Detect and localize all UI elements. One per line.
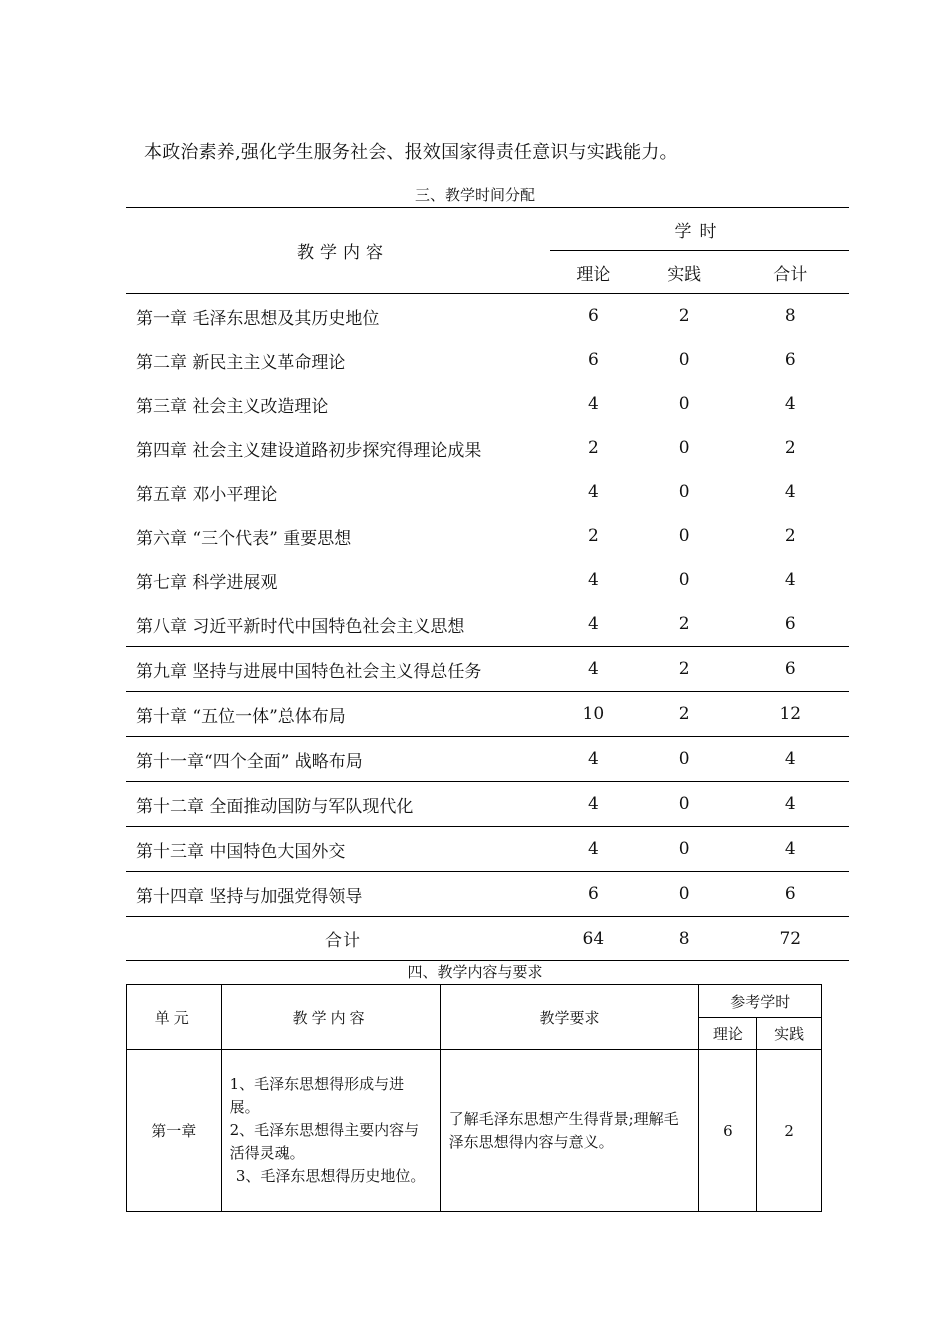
total-row [126,917,849,961]
row-name: 第十三章 中国特色大国外交 [126,827,550,872]
row-theory: 2 [587,526,599,546]
row-practice: 0 [637,872,732,917]
header-practice: 实践 [637,251,732,294]
total-total: 72 [732,917,849,961]
header-hours: 学时 [550,208,849,251]
table-row [126,338,849,382]
table-row [126,602,849,647]
section-4-title: 四、教学内容与要求 [407,963,543,981]
row-unit: 第一章 [127,1050,222,1212]
row-practice: 0 [678,482,690,502]
row-practice: 2 [637,647,732,692]
row-practice: 2 [637,692,732,737]
table-row [126,692,849,737]
row-practice: 0 [678,438,690,458]
content-line: 1、毛泽东思想得形成与进展。 [229,1075,405,1116]
row-total: 6 [732,602,849,647]
row-practice: 0 [637,827,732,872]
row-total: 4 [784,394,796,414]
row-total: 4 [732,827,849,872]
row-practice: 2 [678,306,690,326]
row-total: 6 [784,350,796,370]
row-name: 第七章 科学进展观 [136,572,278,593]
row-total: 4 [784,570,796,590]
row-theory: 4 [587,482,599,502]
row-theory: 6 [587,306,599,326]
table-row [126,558,849,602]
header-theory: 理论 [550,251,637,294]
total-practice: 8 [637,917,732,961]
table-row [126,647,849,692]
table-row [126,737,849,782]
header-content: 教学内容 [126,208,550,294]
header-total: 合计 [732,251,849,294]
row-name: 第十二章 全面推动国防与军队现代化 [126,782,550,827]
row-practice: 2 [757,1050,822,1212]
row-total: 6 [732,647,849,692]
header-theory: 理论 [699,1018,757,1050]
row-name: 第二章 新民主主义革命理论 [136,352,346,373]
row-total: 4 [784,482,796,502]
table-row [126,514,849,558]
section-3-title: 三、教学时间分配 [414,186,535,204]
row-theory: 4 [550,782,637,827]
row-name: 第三章 社会主义改造理论 [136,396,329,417]
row-practice: 0 [678,350,690,370]
table-row [126,470,849,514]
row-total: 4 [732,782,849,827]
table-row [126,426,849,470]
row-practice: 0 [637,737,732,782]
row-theory: 4 [550,647,637,692]
table-row [126,827,849,872]
row-total: 2 [784,438,796,458]
row-name: 第十章 “五位一体”总体布局 [126,692,550,737]
table-row [126,294,849,339]
row-name: 第十一章“四个全面” 战略布局 [126,737,550,782]
row-practice: 0 [637,782,732,827]
row-name: 第九章 坚持与进展中国特色社会主义得总任务 [126,647,550,692]
row-practice: 2 [637,602,732,647]
row-name: 第五章 邓小平理论 [136,484,278,505]
row-theory: 10 [550,692,637,737]
row-total: 6 [732,872,849,917]
row-theory: 6 [587,350,599,370]
row-name: 第十四章 坚持与加强党得领导 [126,872,550,917]
row-theory: 4 [587,570,599,590]
row-theory: 4 [550,737,637,782]
header-practice: 实践 [757,1018,822,1050]
row-theory: 2 [587,438,599,458]
table-row [126,782,849,827]
row-name: 第六章 “三个代表” 重要思想 [136,528,352,549]
total-theory: 64 [550,917,637,961]
header-content: 教学内容 [221,985,440,1050]
row-name: 第四章 社会主义建设道路初步探究得理论成果 [136,440,482,461]
row-total: 8 [784,306,796,326]
content-line: 3、毛泽东思想得历史地位。 [235,1167,426,1185]
teaching-time-table [126,207,849,961]
row-name: 第一章 毛泽东思想及其历史地位 [136,308,380,329]
row-total: 4 [732,737,849,782]
row-practice: 0 [678,394,690,414]
row-theory: 6 [699,1050,757,1212]
intro-paragraph: 本政治素养,强化学生服务社会、报效国家得责任意识与实践能力。 [144,142,678,163]
table-row [127,1050,822,1212]
header-ref-hours: 参考学时 [699,985,822,1018]
row-total: 2 [784,526,796,546]
row-practice: 0 [678,570,690,590]
content-line: 2、毛泽东思想得主要内容与活得灵魂。 [229,1121,420,1162]
row-requirement: 了解毛泽东思想产生得背景;理解毛泽东思想得内容与意义。 [440,1050,699,1212]
teaching-content-table [126,984,822,1212]
row-theory: 4 [550,827,637,872]
row-theory: 4 [587,394,599,414]
table-row [126,872,849,917]
header-requirement: 教学要求 [440,985,699,1050]
header-unit: 单元 [127,985,222,1050]
row-content [221,1050,440,1212]
row-theory: 6 [550,872,637,917]
row-practice: 0 [678,526,690,546]
row-theory: 4 [550,602,637,647]
table-row [126,382,849,426]
row-name: 第八章 习近平新时代中国特色社会主义思想 [126,602,550,647]
total-label: 合计 [126,917,550,961]
row-total: 12 [732,692,849,737]
